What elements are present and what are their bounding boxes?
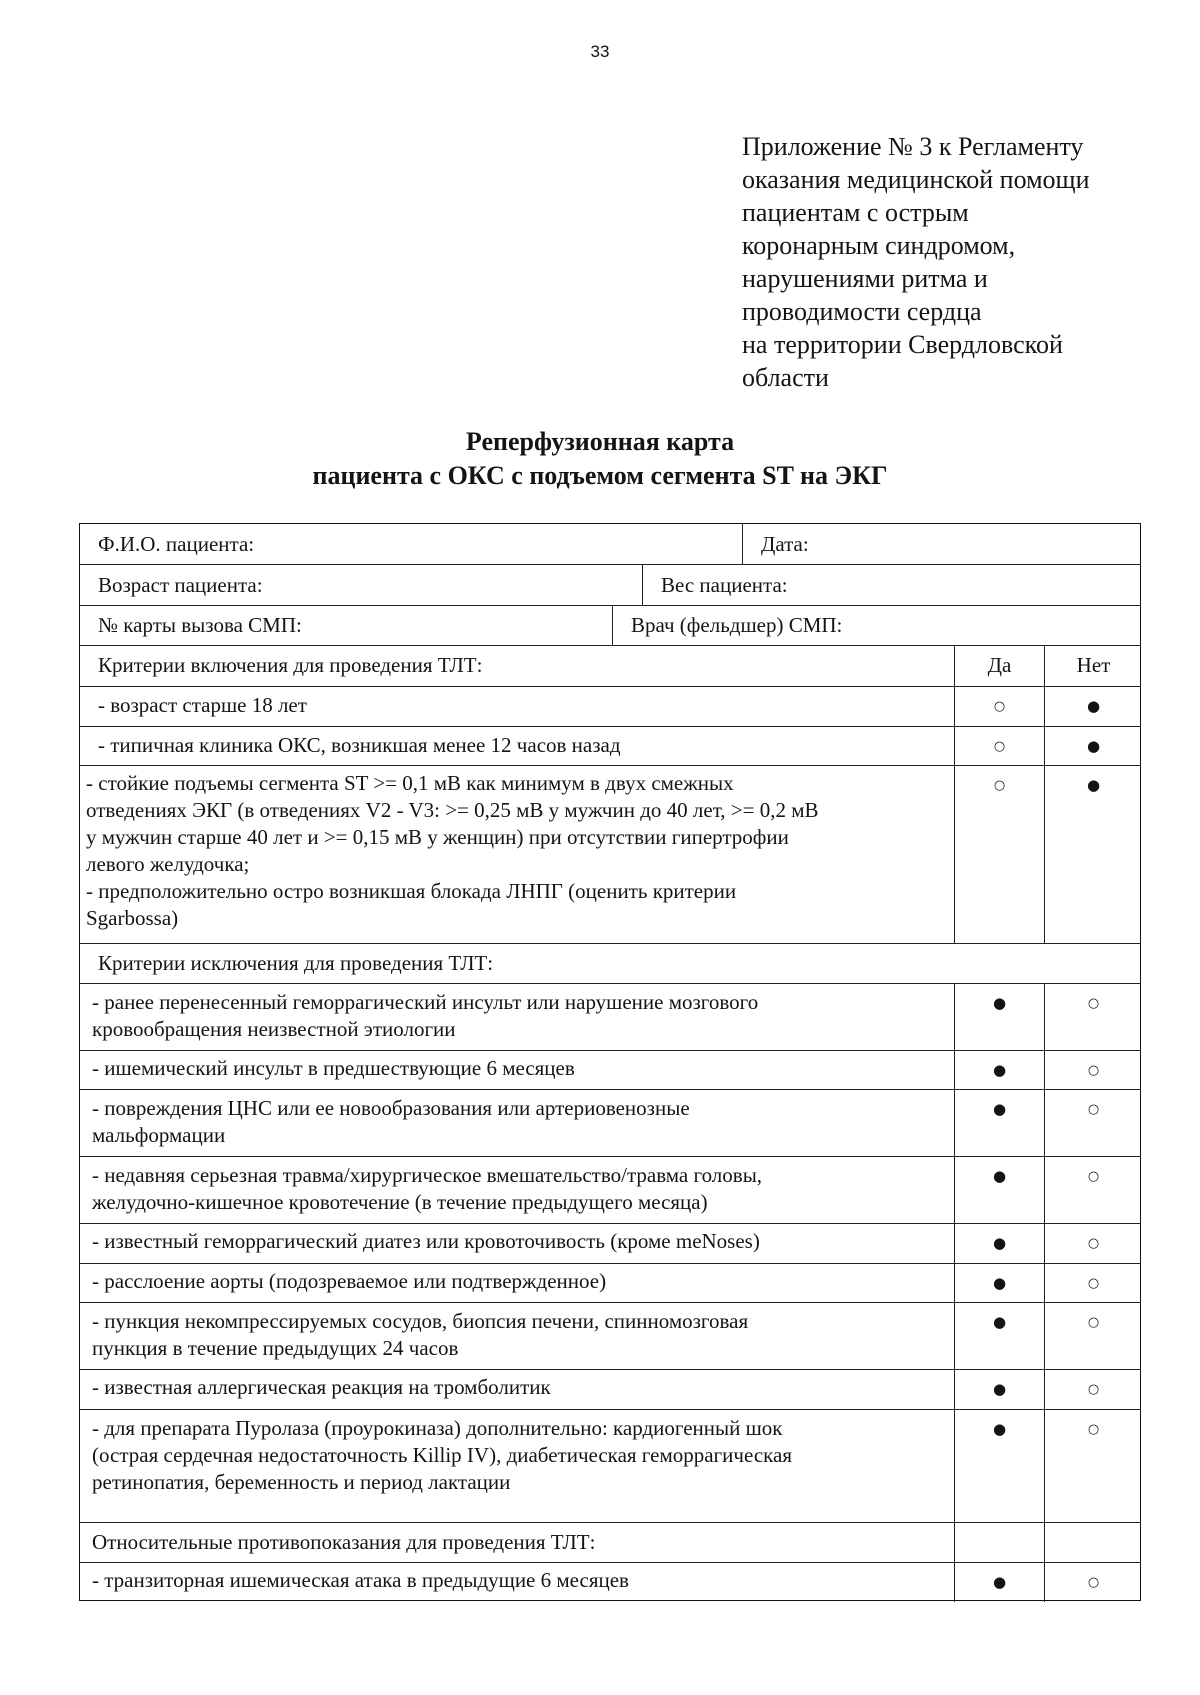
yes-column-header: Да — [954, 646, 1044, 686]
table-row — [80, 1563, 1140, 1602]
criterion-text: - ранее перенесенный геморрагический инсульт или нарушение мозгового кровообращения неизвестной этиологии — [92, 990, 759, 1041]
yes-radio[interactable]: ○ — [954, 687, 1044, 726]
weight-label: Вес пациента: — [661, 573, 788, 597]
no-radio[interactable]: ○ — [1044, 1224, 1142, 1263]
yes-radio[interactable]: ○ — [954, 766, 1044, 943]
criterion-text: - недавняя серьезная травма/хирургическое вмешательство/травма головы, желудочно-кишечное кровотечение (в течение предыдущего месяца) — [92, 1163, 763, 1214]
criterion-text: - транзиторная ишемическая атака в предыдущие 6 месяцев — [92, 1568, 629, 1592]
title-line: пациента с ОКС с подъемом сегмента ST на ЭКГ — [312, 461, 888, 490]
appendix-line: на территории Свердловской — [742, 330, 1063, 359]
criterion-text: - стойкие подъемы сегмента ST >= 0,1 мВ как минимум в двух смежных отведениях ЭКГ (в отведениях V2 - V3: >= 0,25 мВ у мужчин до 40 лет, >= 0,2 мВ у мужчин старше 40 лет и >= 0,15 мВ у женщин) при отсутствии гипертрофии левого желудочка; - предположительно остро возникшая блокада ЛНПГ (оценить критерии Sgarbossa) — [86, 771, 819, 930]
call-card-field[interactable] — [80, 606, 612, 645]
criterion-text: - расслоение аорты (подозреваемое или подтвержденное) — [92, 1269, 607, 1293]
no-radio[interactable]: ● — [1044, 766, 1142, 943]
criterion-text: - типичная клиника ОКС, возникшая менее 12 часов назад — [98, 733, 621, 757]
appendix-line: коронарным синдромом, — [742, 231, 1016, 260]
no-radio[interactable]: ○ — [1044, 1370, 1142, 1409]
no-radio[interactable]: ○ — [1044, 1303, 1142, 1369]
no-radio[interactable]: ○ — [1044, 1157, 1142, 1223]
section-heading: Относительные противопоказания для проведения ТЛТ: — [92, 1530, 596, 1554]
table-row — [80, 1090, 1140, 1157]
no-radio[interactable]: ○ — [1044, 1264, 1142, 1302]
title-line: Реперфузионная карта — [465, 427, 735, 456]
table-row — [80, 687, 1140, 727]
table-row — [80, 1303, 1140, 1370]
yes-radio[interactable]: ● — [954, 1090, 1044, 1156]
exclusion-heading-row — [80, 944, 1140, 984]
no-radio[interactable]: ○ — [1044, 984, 1142, 1050]
age-label: Возраст пациента: — [98, 573, 263, 597]
patient-name-label: Ф.И.О. пациента: — [98, 532, 255, 556]
yes-radio[interactable]: ● — [954, 1303, 1044, 1369]
row-call-card-doctor — [80, 606, 1140, 646]
yes-radio[interactable]: ● — [954, 1370, 1044, 1409]
yes-radio[interactable]: ○ — [954, 727, 1044, 765]
criterion-text: - известная аллергическая реакция на тромболитик — [92, 1375, 551, 1399]
no-radio[interactable]: ○ — [1044, 1410, 1142, 1522]
document-title — [0, 425, 1200, 493]
yes-radio[interactable]: ● — [954, 984, 1044, 1050]
appendix-line: проводимости сердца — [742, 297, 982, 326]
appendix-note — [742, 130, 1162, 394]
table-row — [80, 1264, 1140, 1303]
table-row — [80, 1157, 1140, 1224]
criterion-text: - известный геморрагический диатез или кровоточивость (кроме meNoses) — [92, 1229, 760, 1253]
no-radio[interactable]: ● — [1044, 727, 1142, 765]
reperfusion-card-table — [79, 523, 1141, 1601]
appendix-line: нарушениями ритма и — [742, 264, 988, 293]
no-radio[interactable]: ○ — [1044, 1563, 1142, 1602]
table-row — [80, 1410, 1140, 1523]
no-radio[interactable]: ○ — [1044, 1051, 1142, 1089]
page-number: 33 — [590, 42, 610, 61]
criterion-text: - возраст старше 18 лет — [98, 693, 307, 717]
relative-contraindications-heading-row — [80, 1523, 1140, 1563]
table-row — [80, 766, 1140, 944]
section-heading: Критерии включения для проведения ТЛТ: — [98, 653, 483, 677]
table-row — [80, 984, 1140, 1051]
appendix-line: пациентам с острым — [742, 198, 969, 227]
table-row — [80, 1370, 1140, 1410]
call-card-label: № карты вызова СМП: — [98, 613, 302, 637]
criterion-text: - ишемический инсульт в предшествующие 6 месяцев — [92, 1056, 575, 1080]
table-row — [80, 1224, 1140, 1264]
appendix-line: области — [742, 363, 829, 392]
doctor-field[interactable] — [612, 606, 1142, 645]
no-radio[interactable]: ○ — [1044, 1090, 1142, 1156]
yes-radio[interactable]: ● — [954, 1157, 1044, 1223]
date-label: Дата: — [761, 532, 809, 556]
yes-radio[interactable]: ● — [954, 1051, 1044, 1089]
criterion-text: - повреждения ЦНС или ее новообразования или артериовенозные мальформации — [92, 1096, 690, 1147]
no-column-empty — [1044, 1523, 1142, 1562]
doctor-label: Врач (фельдшер) СМП: — [631, 613, 843, 637]
appendix-line: оказания медицинской помощи — [742, 165, 1090, 194]
criterion-text: - пункция некомпрессируемых сосудов, биопсия печени, спинномозговая пункция в течение предыдущих 24 часов — [92, 1309, 749, 1360]
yes-radio[interactable]: ● — [954, 1224, 1044, 1263]
inclusion-heading-row — [80, 646, 1140, 687]
yes-column-empty — [954, 1523, 1044, 1562]
yes-radio[interactable]: ● — [954, 1563, 1044, 1602]
row-age-weight — [80, 565, 1140, 606]
yes-radio[interactable]: ● — [954, 1264, 1044, 1302]
row-patient-name — [80, 524, 1140, 565]
section-heading: Критерии исключения для проведения ТЛТ: — [98, 951, 494, 975]
no-radio[interactable]: ● — [1044, 687, 1142, 726]
table-row — [80, 727, 1140, 766]
age-field[interactable] — [80, 565, 642, 605]
patient-name-field[interactable] — [80, 524, 742, 564]
appendix-line: Приложение № 3 к Регламенту — [742, 132, 1084, 161]
weight-field[interactable] — [642, 565, 1142, 605]
table-row — [80, 1051, 1140, 1090]
date-field[interactable] — [742, 524, 1142, 564]
yes-radio[interactable]: ● — [954, 1410, 1044, 1522]
criterion-text: - для препарата Пуролаза (проурокиназа) дополнительно: кардиогенный шок (острая сердечная недостаточность Killip IV), диабетическая геморрагическая ретинопатия, беременность и период лактации — [92, 1416, 793, 1494]
no-column-header: Нет — [1044, 646, 1142, 686]
